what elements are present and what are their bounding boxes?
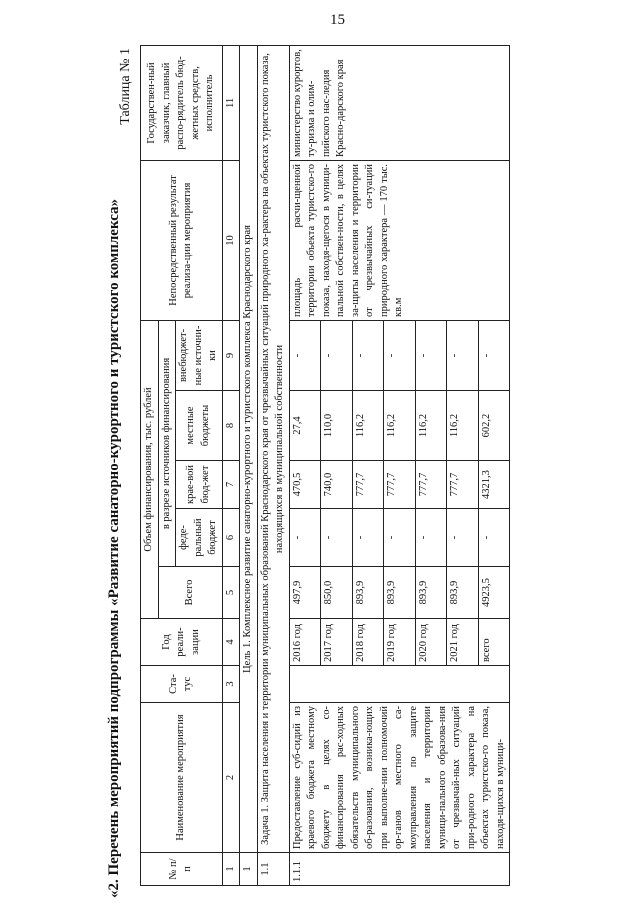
extra-cell: -	[447, 320, 479, 390]
federal-cell: -	[478, 509, 510, 567]
header-local: местные бюджеты	[176, 391, 223, 461]
total-cell: 893,9	[352, 567, 384, 619]
item-num: 1.1.1	[289, 853, 510, 886]
regional-cell: 740,0	[321, 461, 353, 509]
goal-num: 1	[240, 853, 258, 886]
federal-cell: -	[352, 509, 384, 567]
local-cell: 116,2	[447, 391, 479, 461]
header-total: Всего	[158, 567, 222, 619]
local-cell: 602,2	[478, 391, 510, 461]
federal-cell: -	[321, 509, 353, 567]
extra-cell: -	[384, 320, 416, 390]
header-customer: Государствен-ный заказчик, главный распо-рядитель бюд-жетных средств, исполнитель	[141, 45, 223, 160]
local-cell: 116,2	[415, 391, 447, 461]
col-number: 3	[222, 666, 240, 703]
total-cell: 893,9	[384, 567, 416, 619]
regional-cell: 4321,3	[478, 461, 510, 509]
federal-cell: -	[415, 509, 447, 567]
col-number: 2	[222, 703, 240, 853]
header-year: Год реали-зации	[141, 619, 223, 666]
regional-cell: 777,7	[415, 461, 447, 509]
total-cell: 893,9	[447, 567, 479, 619]
regional-cell: 470,5	[289, 461, 321, 509]
header-federal: феде-ральный бюджет	[176, 509, 223, 567]
document-title: «2. Перечень мероприятий подпрограммы «Развитие санаторно-курортного и туристского комплекса»	[106, 198, 122, 898]
table-row	[289, 45, 321, 885]
extra-cell: -	[321, 320, 353, 390]
extra-cell: -	[289, 320, 321, 390]
year-cell: 2016 год	[289, 619, 321, 666]
header-result: Непосредственный результат реализа-ции мероприятия	[141, 160, 223, 320]
header-num: № п/п	[141, 853, 223, 886]
extra-cell: -	[415, 320, 447, 390]
col-number: 1	[222, 853, 240, 886]
goal-text: Цель 1. Комплексное развитие санаторно-курортного и туристского комплекса Краснодарского края	[240, 45, 258, 852]
header-regional: крае-вой бюд-жет	[176, 461, 223, 509]
column-number-row	[222, 45, 240, 885]
item-customer: министерство курортов, ту-ризма и олим-пийского нас-ледия Красно-дарского края	[289, 45, 510, 160]
regional-cell: 777,7	[447, 461, 479, 509]
task-text: Задача 1. Защита населения и территории муниципальных образований Краснодарского края от чрезвычайных ситуаций природного ха-рактера на объектах туристского показа, находящихся в муниципальной собственности	[257, 45, 289, 852]
local-cell: 116,2	[352, 391, 384, 461]
regional-cell: 777,7	[384, 461, 416, 509]
local-cell: 116,2	[384, 391, 416, 461]
federal-cell: -	[447, 509, 479, 567]
table-label: Таблица № 1	[118, 48, 133, 125]
item-name: Предоставление суб-сидий из краевого бюджета местному бюджету в целях со-финансирования рас-ходных обязательств муниципального об-разования, возника-ющих при выполне-нии полномочий ор-ганов местного са-моуправления по защите населения и территории муници-пального образова-ния от чрезвычай-ных ситуаций при-родного характера на объектах туристско-го показа, находя-щихся в муници-	[289, 703, 510, 853]
total-cell: 4923,5	[478, 567, 510, 619]
extra-cell: -	[352, 320, 384, 390]
header-funding: Объем финансирования, тыс. рублей	[141, 320, 159, 618]
federal-cell: -	[289, 509, 321, 567]
measures-table	[140, 45, 510, 886]
col-number: 4	[222, 619, 240, 666]
regional-cell: 777,7	[352, 461, 384, 509]
rotated-document	[106, 36, 640, 898]
item-status	[289, 666, 510, 703]
total-cell: 497,9	[289, 567, 321, 619]
extra-cell: -	[478, 320, 510, 390]
local-cell: 110,0	[321, 391, 353, 461]
col-number: 9	[222, 320, 240, 390]
col-number: 7	[222, 461, 240, 509]
year-cell: 2021 год	[447, 619, 479, 666]
header-extra: внебюджет-ные источни-ки	[176, 320, 223, 390]
total-cell: 850,0	[321, 567, 353, 619]
col-number: 8	[222, 391, 240, 461]
col-number: 11	[222, 45, 240, 160]
federal-cell: -	[384, 509, 416, 567]
col-number: 10	[222, 160, 240, 320]
header-sources: в разрезе источников финансирования	[158, 320, 176, 566]
task-row	[257, 45, 289, 885]
local-cell: 27,4	[289, 391, 321, 461]
header-name: Наименование мероприятия	[141, 703, 223, 853]
year-cell: 2020 год	[415, 619, 447, 666]
year-cell: 2018 год	[352, 619, 384, 666]
col-number: 5	[222, 567, 240, 619]
task-num: 1.1	[257, 853, 289, 886]
total-cell: 893,9	[415, 567, 447, 619]
goal-row	[240, 45, 258, 885]
year-cell: 2019 год	[384, 619, 416, 666]
header-status: Ста-тус	[141, 666, 223, 703]
year-cell: 2017 год	[321, 619, 353, 666]
year-cell: всего	[478, 619, 510, 666]
item-result: площадь расчи-щенной территории объекта туристско-го показа, находя-щегося в муници-пальной собствен-ности, в целях за-щиты населения и территории от чрезвычайных си-туаций природного характера — 170 тыс. кв.м	[289, 160, 510, 320]
page-number: 15	[330, 12, 345, 28]
col-number: 6	[222, 509, 240, 567]
